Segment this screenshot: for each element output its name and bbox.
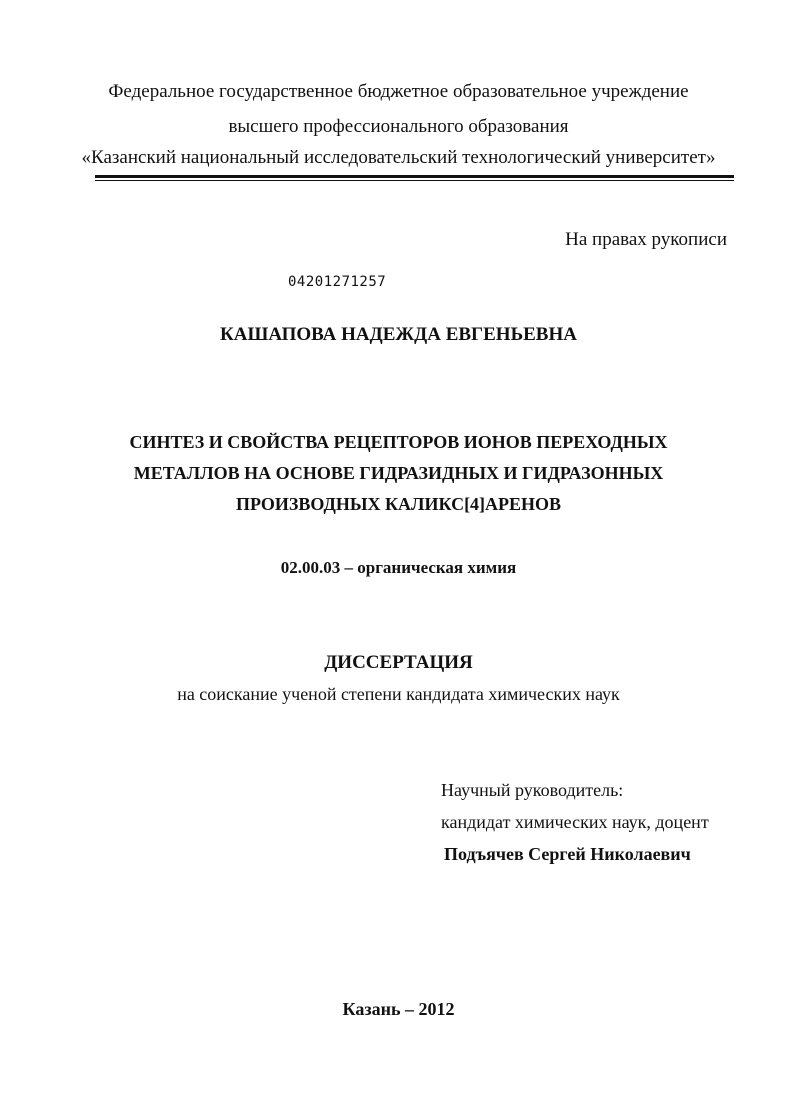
header-divider-thin bbox=[95, 180, 734, 181]
specialty: 02.00.03 – органическая химия bbox=[280, 558, 517, 577]
advisor-rank: кандидат химических наук, доцент bbox=[441, 812, 709, 832]
author-name: КАШАПОВА НАДЕЖДА ЕВГЕНЬЕВНА bbox=[220, 324, 577, 345]
institution-line-1: Федеральное государственное бюджетное образовательное учреждение bbox=[108, 81, 689, 102]
title-line-3: ПРОИЗВОДНЫХ КАЛИКС[4]АРЕНОВ bbox=[235, 494, 562, 514]
institution-line-2: высшего профессионального образования bbox=[228, 116, 569, 137]
manuscript-rights: На правах рукописи bbox=[565, 229, 727, 250]
city-year: Казань – 2012 bbox=[342, 999, 455, 1019]
title-line-2: МЕТАЛЛОВ НА ОСНОВЕ ГИДРАЗИДНЫХ И ГИДРАЗОННЫХ bbox=[133, 463, 664, 483]
advisor-label: Научный руководитель: bbox=[441, 780, 624, 800]
advisor-name: Подъячев Сергей Николаевич bbox=[444, 844, 691, 864]
institution-line-3: «Казанский национальный исследовательский технологический университет» bbox=[81, 147, 716, 168]
title-line-1: СИНТЕЗ И СВОЙСТВА РЕЦЕПТОРОВ ИОНОВ ПЕРЕХОДНЫХ bbox=[129, 432, 668, 452]
document-type: ДИССЕРТАЦИЯ bbox=[324, 652, 473, 673]
catalog-code: 04201271257 bbox=[288, 274, 387, 290]
degree-statement: на соискание ученой степени кандидата химических наук bbox=[177, 684, 620, 704]
header-divider-thick bbox=[95, 175, 734, 178]
